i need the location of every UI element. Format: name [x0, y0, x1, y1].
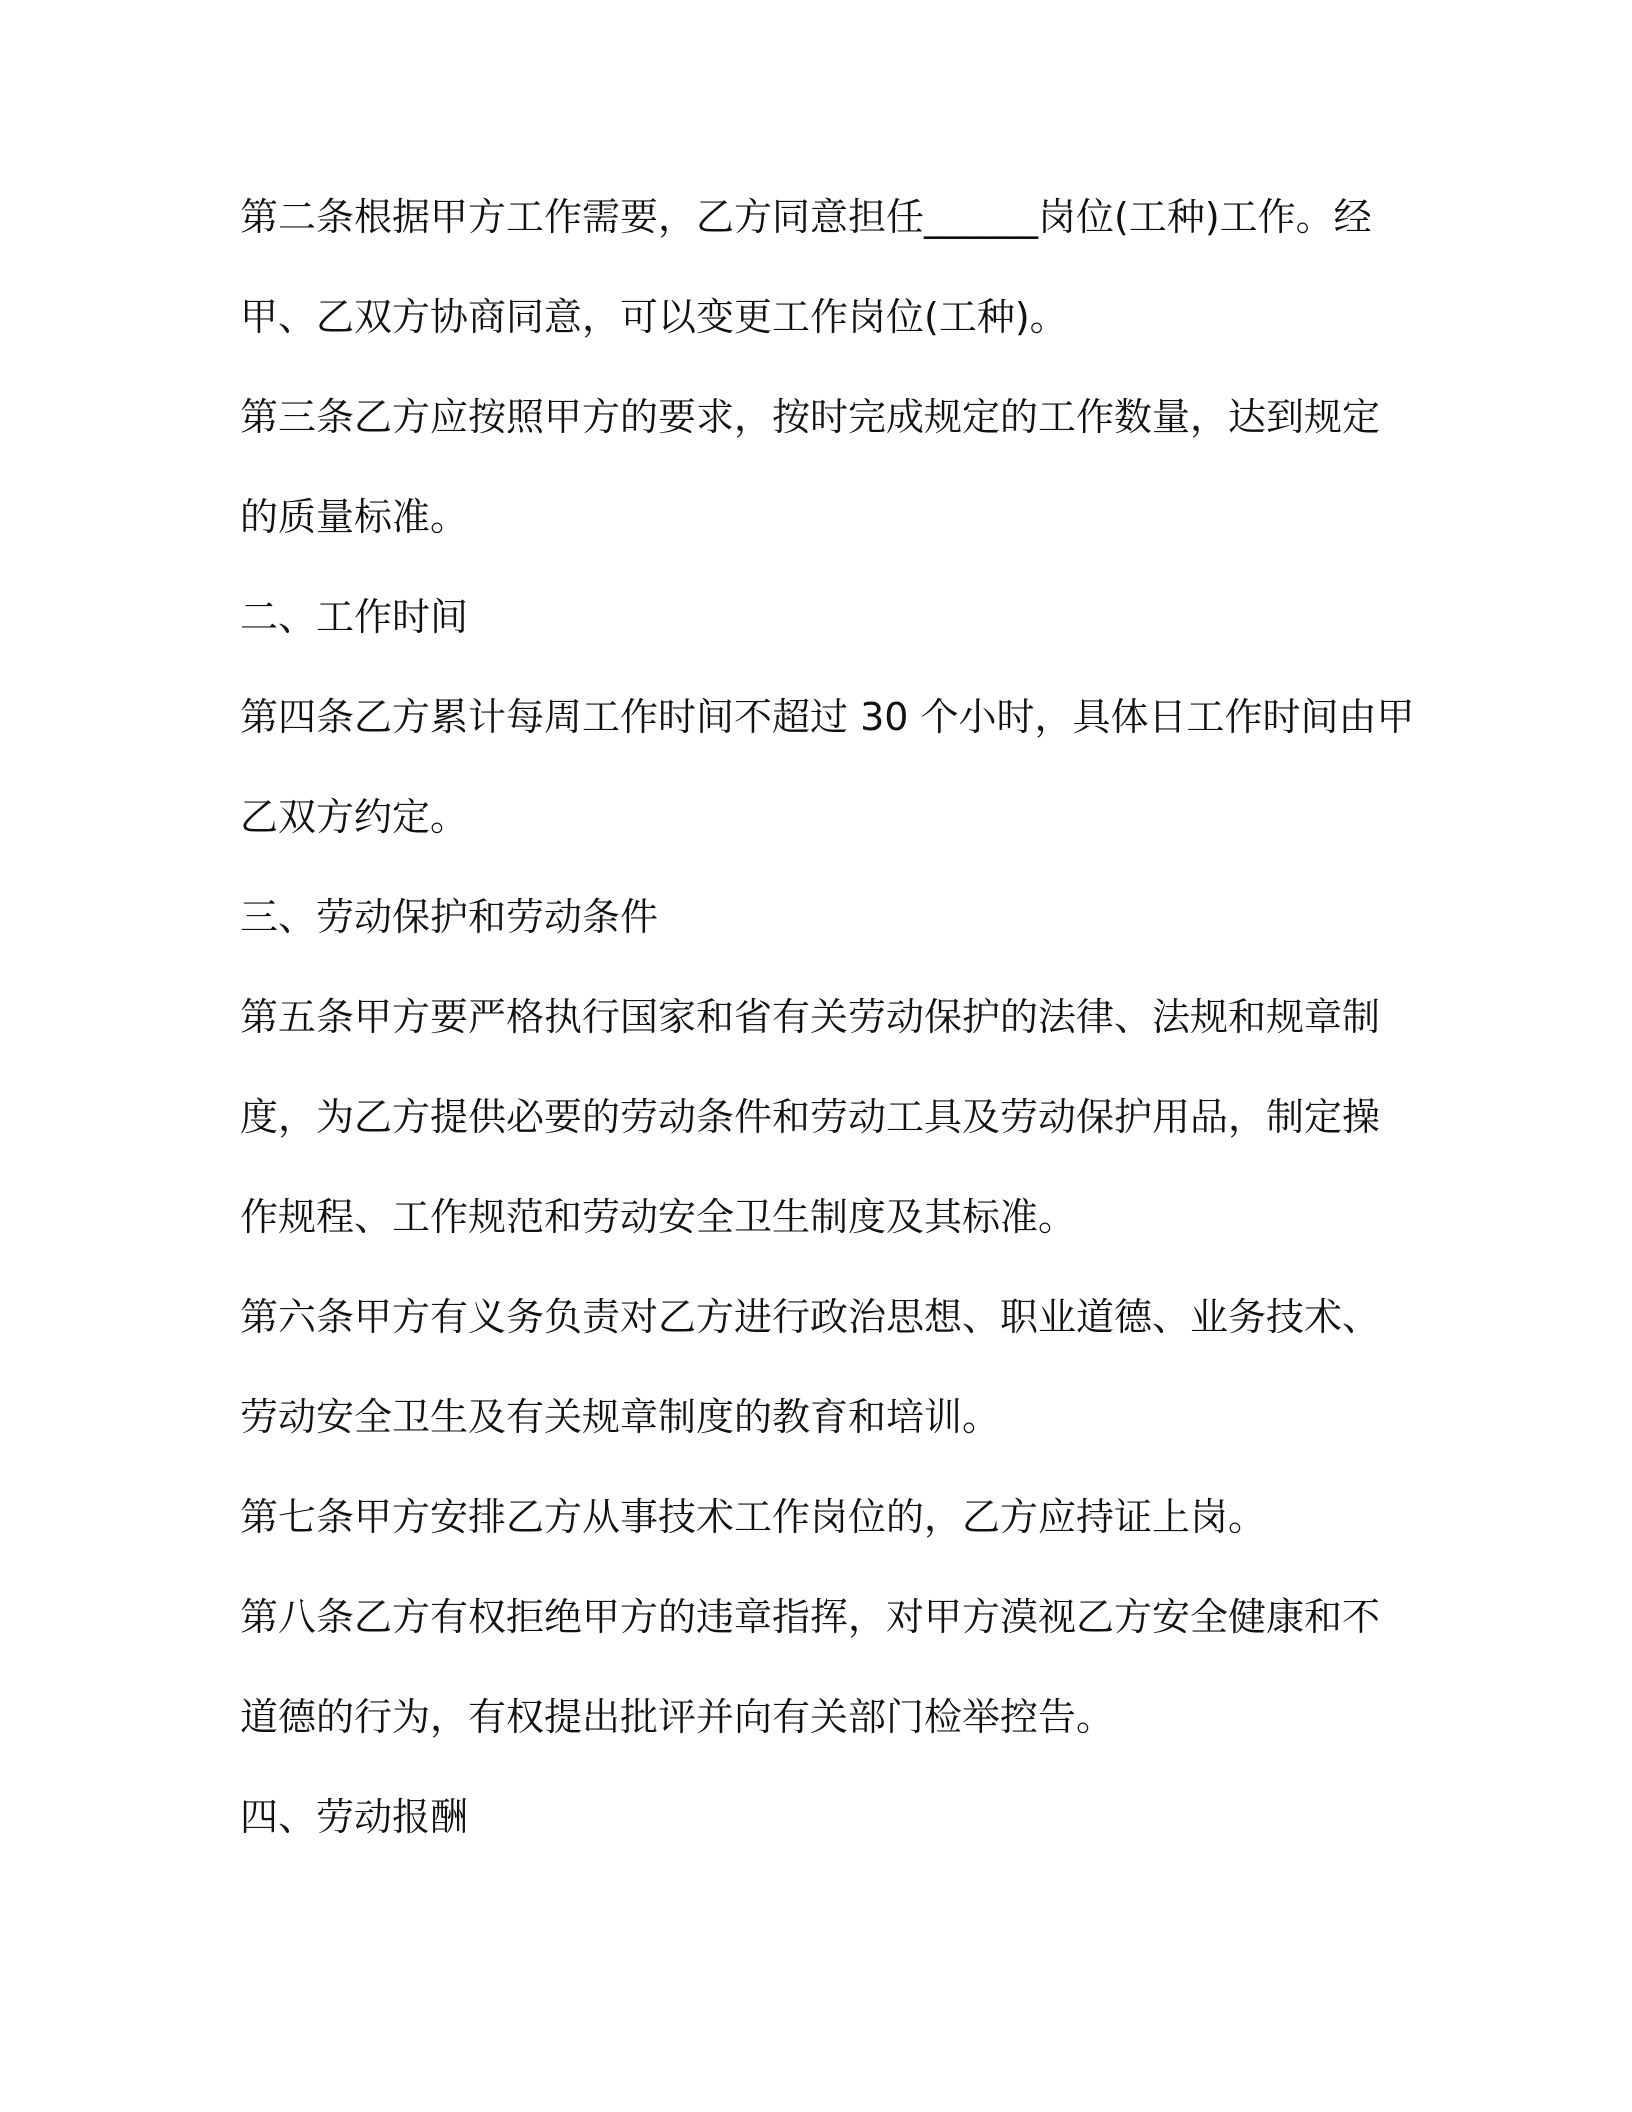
article-7-line-1: 第七条甲方安排乙方从事技术工作岗位的，乙方应持证上岗。	[240, 1495, 1267, 1539]
article-2-line-1: 第二条根据甲方工作需要，乙方同意担任______岗位(工种)工作。经	[240, 195, 1372, 239]
article-4-line-1: 第四条乙方累计每周工作时间不超过 30 个小时，具体日工作时间由甲	[240, 695, 1415, 739]
section-heading-labor-protection: 三、劳动保护和劳动条件	[240, 895, 659, 939]
article-5-line-2: 度，为乙方提供必要的劳动条件和劳动工具及劳动保护用品，制定操	[240, 1095, 1381, 1139]
article-4-line-2: 乙双方约定。	[240, 795, 469, 839]
article-3-line-2: 的质量标准。	[240, 495, 469, 539]
section-heading-remuneration: 四、劳动报酬	[240, 1795, 469, 1839]
section-heading-work-time: 二、工作时间	[240, 595, 469, 639]
article-8-line-1: 第八条乙方有权拒绝甲方的违章指挥，对甲方漠视乙方安全健康和不	[240, 1595, 1381, 1639]
article-6-line-1: 第六条甲方有义务负责对乙方进行政治思想、职业道德、业务技术、	[240, 1295, 1381, 1339]
article-5-line-3: 作规程、工作规范和劳动安全卫生制度及其标准。	[240, 1195, 1077, 1239]
article-5-line-1: 第五条甲方要严格执行国家和省有关劳动保护的法律、法规和规章制	[240, 995, 1381, 1039]
article-8-line-2: 道德的行为，有权提出批评并向有关部门检举控告。	[240, 1695, 1115, 1739]
article-6-line-2: 劳动安全卫生及有关规章制度的教育和培训。	[240, 1395, 1001, 1439]
article-2-line-2: 甲、乙双方协商同意，可以变更工作岗位(工种)。	[240, 295, 1068, 339]
article-3-line-1: 第三条乙方应按照甲方的要求，按时完成规定的工作数量，达到规定	[240, 395, 1381, 439]
